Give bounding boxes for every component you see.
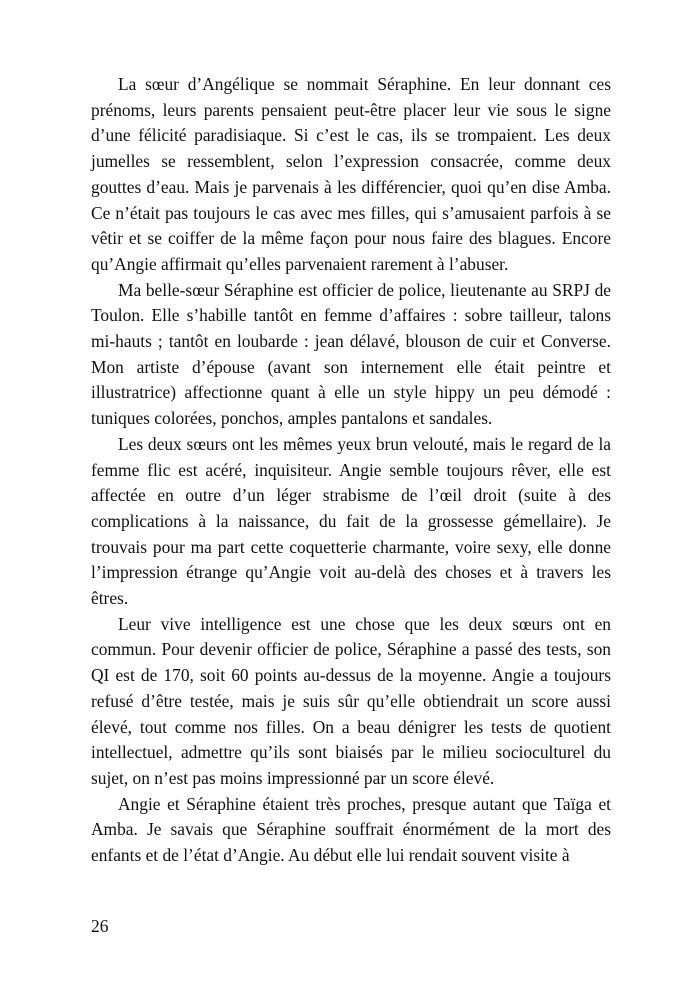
paragraph-2: Ma belle-sœur Séraphine est officier de police, lieutenante au SRPJ de Toulon. Elle s’habille tantôt en femme d’affaires : sobre tailleur, talons mi-hauts ; tantôt en loubarde : jean délavé, blouson de cuir et Converse. Mon artiste d’épouse (avant son internement elle était peintre et illustratrice) affectionne quant à elle un style hippy un peu démodé : tuniques colorées, ponchos, amples pantalons et sandales. (91, 279, 611, 429)
paragraph-3: Les deux sœurs ont les mêmes yeux brun velouté, mais le regard de la femme flic est acéré, inquisiteur. Angie semble toujours rêver, elle est affectée en outre d’un léger strabisme de l’œil droit (suite à des complications à la naissance, du fait de la grossesse gémellaire). Je trouvais pour ma part cette coquetterie charmante, voire sexy, elle donne l’impression étrange qu’Angie voit au-delà des choses et à travers les êtres. (91, 433, 611, 609)
body-text (91, 72, 611, 869)
paragraph-4: Leur vive intelligence est une chose que les deux sœurs ont en commun. Pour devenir officier de police, Séraphine a passé des tests, son QI est de 170, soit 60 points au-dessus de la moyenne. Angie a toujours refusé d’être testée, mais je suis sûr qu’elle obtiendrait un score aussi élevé, tout comme nos filles. On a beau dénigrer les tests de quotient intellectuel, admettre qu’ils sont biaisés par le milieu socioculturel du sujet, on n’est pas moins impressionné par un score élevé. (91, 613, 611, 788)
paragraph-5: Angie et Séraphine étaient très proches, presque autant que Taïga et Amba. Je savais que Séraphine souffrait énormément de la mort des enfants et de l’état d’Angie. Au début elle lui rendait souvent visite à (91, 793, 611, 866)
paragraph-1: La sœur d’Angélique se nommait Séraphine. En leur donnant ces prénoms, leurs parents pensaient peut-être placer leur vie sous le signe d’une félicité paradisiaque. Si c’est le cas, ils se trompaient. Les deux jumelles se ressemblent, selon l’expression consacrée, comme deux gouttes d’eau. Mais je parvenais à les différencier, quoi qu’en dise Amba. Ce n’était pas toujours le cas avec mes filles, qui s’amusaient parfois à se vêtir et se coiffer de la même façon pour nous faire des blagues. Encore qu’Angie affirmait qu’elles parvenaient rarement à l’abuser. (91, 74, 611, 274)
page-number: 26 (91, 916, 109, 936)
